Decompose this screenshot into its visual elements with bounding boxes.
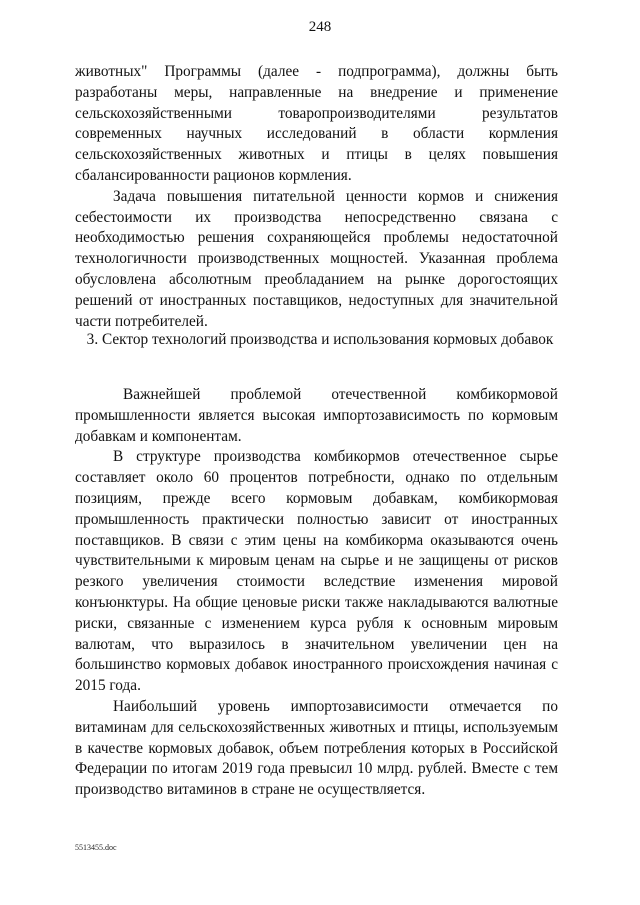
- paragraph: Задача повышения питательной ценности кормов и снижения себестоимости их производства непосредственно связана с необходимостью решения сохраняющейся проблемы недостаточной технологичности производственных мощностей. Указанная проблема обусловлена абсолютным преобладанием на рынке дорогостоящих решений от иностранных поставщиков, недоступных для значительной части потребителей.: [75, 187, 558, 330]
- paragraph: Важнейшей проблемой отечественной комбикормовой промышленности является высокая импортозависимость по кормовым добавкам и компонентам.: [75, 386, 558, 445]
- paragraph: В структуре производства комбикормов отечественное сырье составляет около 60 процентов потребности, однако по отдельным позициям, прежде всего кормовым добавкам, комбикормовая промышленность практически полностью зависит от иностранных поставщиков. В связи с этим цены на комбикорма оказываются очень чувствительными к мировым ценам на сырье и не защищены от рисков резкого увеличения стоимости вследствие изменения мировой конъюнктуры. На общие ценовые риски также накладываются валютные риски, связанные с изменением курса рубля к основным мировым валютам, что выразилось в значительном увеличении цен на большинство кормовых добавок иностранного происхождения начиная с 2015 года.: [75, 448, 558, 695]
- paragraph: животных" Программы (далее - подпрограмма), должны быть разработаны меры, направленные на внедрение и применение сельскохозяйственными товаропроизводителями результатов современных научных исследований в области кормления сельскохозяйственных животных и птицы в целях повышения сбалансированности рационов кормления.: [75, 63, 558, 184]
- document-filename: 5513455.doc: [75, 843, 117, 852]
- paragraph: Наибольший уровень импортозависимости отмечается по витаминам для сельскохозяйственных животных и птицы, используемым в качестве кормовых добавок, объем потребления которых в Российской Федерации по итогам 2019 года превысил 10 млрд. рублей. Вместе с тем производство витаминов в стране не осуществляется.: [75, 697, 558, 799]
- main-text-block: [75, 385, 558, 801]
- top-text-block: [75, 62, 558, 332]
- page-number: 248: [308, 19, 332, 35]
- section-heading: 3. Сектор технологий производства и использования кормовых добавок: [86, 331, 554, 348]
